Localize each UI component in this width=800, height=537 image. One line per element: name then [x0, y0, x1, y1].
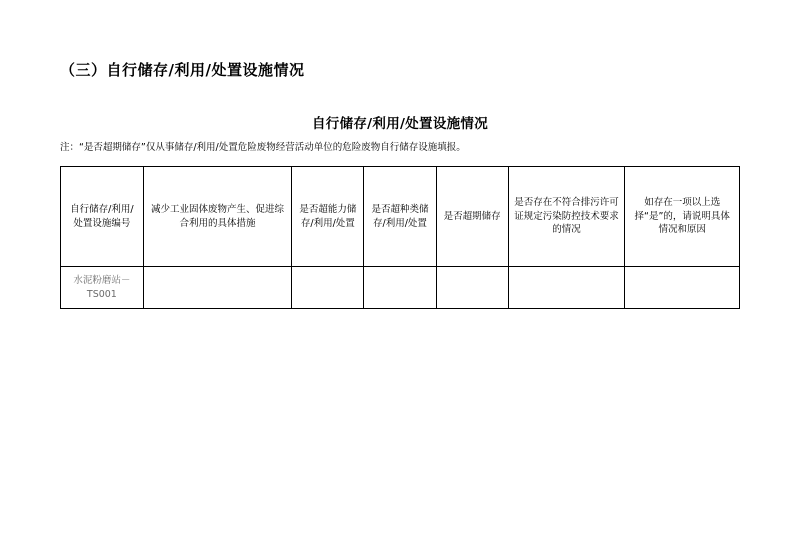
- table-header-row: [61, 167, 740, 267]
- column-header-over-capacity: 是否超能力储存/利用/处置: [292, 167, 364, 267]
- column-header-over-period: 是否超期储存: [436, 167, 508, 267]
- cell-reduction-measures: [143, 267, 292, 309]
- table-title: 自行储存/利用/处置设施情况: [311, 116, 489, 132]
- cell-over-period: [436, 267, 508, 309]
- column-header-noncompliance: 是否存在不符合排污许可证规定污染防控技术要求的情况: [508, 167, 625, 267]
- column-header-explanation: 如存在一项以上选择“是”的，请说明具体情况和原因: [625, 167, 740, 267]
- table-row: [61, 267, 740, 309]
- table-note: 注：“是否超期储存”仅从事储存/利用/处置危险废物经营活动单位的危险废物自行储存设施填报。: [60, 142, 466, 153]
- column-header-reduction-measures: 减少工业固体废物产生、促进综合利用的具体措施: [143, 167, 292, 267]
- facility-table: [60, 166, 740, 309]
- column-header-over-category: 是否超种类储存/利用/处置: [364, 167, 436, 267]
- column-header-facility-id: 自行储存/利用/处置设施编号: [61, 167, 144, 267]
- section-heading: （三）自行储存/利用/处置设施情况: [60, 61, 305, 79]
- cell-explanation: [625, 267, 740, 309]
- cell-noncompliance: [508, 267, 625, 309]
- cell-over-capacity: [292, 267, 364, 309]
- cell-over-category: [364, 267, 436, 309]
- cell-facility-id: 水泥粉磨站－TS001: [61, 267, 144, 309]
